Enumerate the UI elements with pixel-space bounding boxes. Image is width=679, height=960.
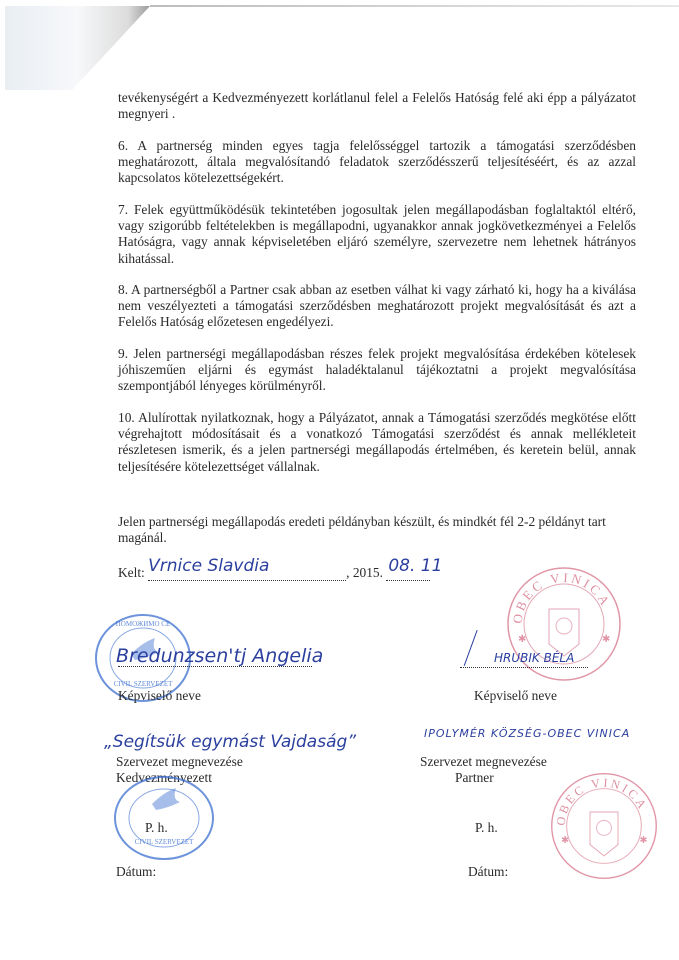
page-top-edge — [150, 5, 679, 7]
svg-text:CIVIL SZERVEZET: CIVIL SZERVEZET — [134, 838, 194, 846]
kelt-year: , 2015. — [346, 565, 383, 580]
right-date-label: Dátum: — [468, 864, 509, 879]
stamp-graphic — [112, 774, 216, 862]
paragraph-8: 8. A partnerségből a Partner csak abban az esetben válhat ki vagy zárható ki, hogy ha a kiválása nem veszélyezteti a támogatási szerződésben meghatározott projekt megvalósítását és azt a Felelős Hatóság előzetesen engedélyezi. — [118, 282, 636, 330]
paragraph-7: 7. Felek együttműködésük tekintetében jogosultak jelen megállapodásban foglaltaktól eltérő, vagy szigorúbb feltételekben is megállapodni, ugyanakkor annak jogkövetkezményei a Felelős Hatóságra, vagy annak képviseletében eljáró személyre, szervezetre nem lehetnek hátrányos kihatással. — [118, 202, 636, 266]
right-signature-handwritten: HRUBIK BÉLA — [494, 651, 575, 665]
right-signature-stroke — [464, 630, 484, 668]
left-org-label: Szervezet megnevezése — [116, 754, 243, 769]
svg-text:✱: ✱ — [561, 835, 569, 846]
svg-text:✱: ✱ — [602, 634, 611, 645]
svg-text:ПОМОЖИМО СЕ: ПОМОЖИМО СЕ — [115, 620, 171, 628]
right-signature-line — [460, 665, 588, 668]
kelt-line — [118, 556, 443, 581]
paragraph-6: 6. A partnerség minden egyes tagja felelősséggel tartozik a támogatási szerződésben meghatározott, általa megvalósítandó feladatok szerződésszerű teljesítéséért, és az azzal kapcsolatos kötelezettségekért. — [118, 138, 636, 186]
svg-text:✱: ✱ — [639, 835, 648, 846]
right-rep-label: Képviselő neve — [474, 688, 557, 703]
svg-text:OBEC VINICA: OBEC VINICA — [553, 775, 651, 827]
right-org-handwritten: IPOLYMÉR KÖZSÉG-OBEC VINICA — [424, 727, 631, 740]
svg-text:OBEC VINICA: OBEC VINICA — [509, 569, 615, 625]
right-ph-label: P. h. — [475, 820, 498, 835]
right-role: Partner — [455, 770, 494, 785]
kelt-label: Kelt: — [118, 565, 145, 580]
left-date-label: Dátum: — [116, 864, 157, 879]
left-signature-handwritten: Bredunzsen'tj Angelia — [116, 645, 324, 667]
right-org-label: Szervezet megnevezése — [420, 754, 547, 769]
paragraph-10: 10. Alulírottak nyilatkoznak, hogy a Pályázatot, annak a Támogatási szerződés megkötése előtt végrehajtott módosításait és a vonatkozó Támogatási szerződést és annak mellékleteit részletesen ismerik, és a jelen partnerségi megállapodás értelmében, és keretein belül, annak teljesítésére kötelezettséget vállalnak. — [118, 410, 636, 474]
left-signature-line — [118, 664, 312, 667]
paragraph-9: 9. Jelen partnerségi megállapodásban részes felek projekt megvalósítása érdekében kötelesek jóhiszeműen eljárni és egymást haladéktalanul tájékoztatni a projekt megvalósítása szempontjából lényeges körülményről. — [118, 346, 636, 394]
left-role: Kedvezményezett — [116, 770, 212, 785]
kelt-place-field — [148, 556, 346, 581]
kelt-date-field — [386, 556, 443, 581]
paragraph-continuation: tevékenységért a Kedvezményezett korlátlanul felel a Felelős Hatóság felé aki épp a pályázatot megnyeri . — [118, 90, 636, 122]
left-ph-label: P. h. — [145, 820, 168, 835]
civil-organization-stamp-lower — [112, 774, 216, 862]
svg-text:✱: ✱ — [518, 634, 527, 645]
svg-text:CIVIL SZERVEZET: CIVIL SZERVEZET — [113, 680, 173, 688]
page-fold-corner — [0, 0, 150, 90]
kelt-place-handwritten: Vrnice Slavdia — [148, 556, 270, 576]
closing-statement: Jelen partnerségi megállapodás eredeti példányban készült, és mindkét fél 2-2 példányt tart magánál. — [118, 514, 606, 546]
left-org-handwritten: „Segítsük egymást Vajdaság” — [104, 732, 357, 752]
kelt-date-handwritten: 08. 11 — [388, 556, 443, 576]
obec-vinica-stamp-lower — [548, 770, 660, 882]
left-rep-label: Képviselő neve — [118, 688, 201, 703]
stamp-graphic — [548, 770, 660, 882]
